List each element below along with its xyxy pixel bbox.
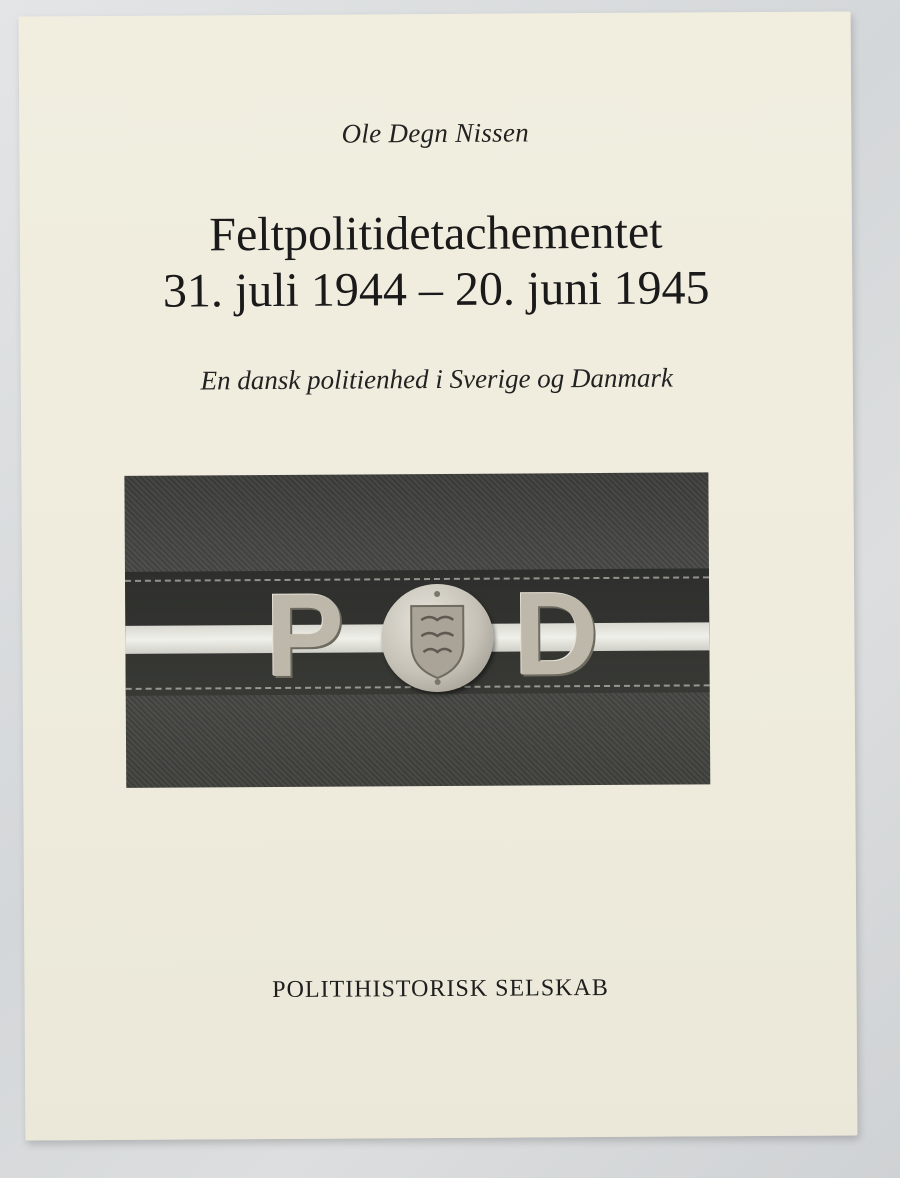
title-line-1: Feltpolitidetachementet	[209, 205, 663, 262]
book-cover	[19, 11, 858, 1140]
book-title	[20, 203, 853, 320]
shield-icon	[381, 584, 494, 693]
book-subtitle: En dansk politienhed i Sverige og Danmark	[200, 362, 674, 396]
publisher-name: POLITIHISTORISK SELSKAB	[272, 974, 609, 1004]
title-line-2: 31. juli 1944 – 20. juni 1945	[162, 261, 710, 318]
coat-of-arms-medallion	[381, 584, 494, 693]
badge-letter-p: P	[264, 569, 345, 703]
author-name: Ole Degn Nissen	[341, 117, 530, 149]
cover-photo-armband	[124, 472, 710, 788]
badge-letter-d: D	[512, 568, 599, 701]
